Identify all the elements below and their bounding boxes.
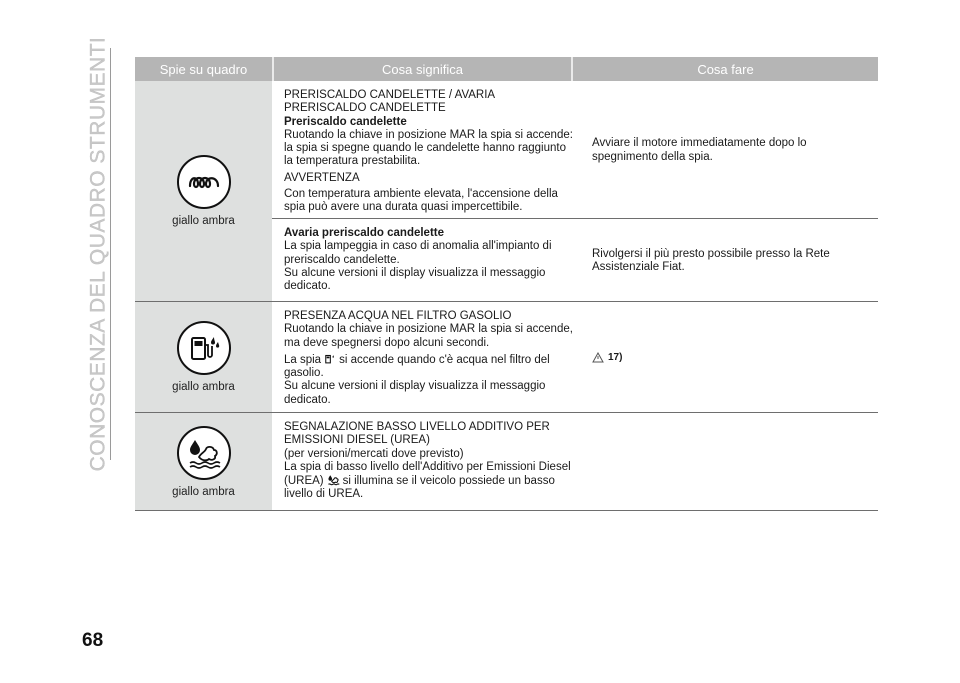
side-divider xyxy=(110,48,111,460)
icon-color-label: giallo ambra xyxy=(172,215,235,227)
table-row xyxy=(135,81,878,302)
meaning-heading: Preriscaldo candelette xyxy=(284,115,407,128)
todo-cell: Rivolgersi il più presto possibile presso la Rete Assistenziale Fiat. xyxy=(592,247,830,273)
meaning-text: La spia di basso livello dell'Additivo per Emissioni Diesel (UREA) si illumina se il veicolo possiede un basso livello di UREA. xyxy=(284,460,571,501)
warning-triangle-icon xyxy=(592,352,604,363)
todo-cell xyxy=(580,302,878,412)
meaning-cell xyxy=(272,413,580,510)
icon-cell xyxy=(135,81,272,301)
table-row xyxy=(135,302,878,413)
meaning-title: PRERISCALDO CANDELETTE xyxy=(284,102,446,115)
water-in-fuel-icon xyxy=(324,353,336,365)
sub-row xyxy=(272,302,878,412)
meaning-cell xyxy=(272,81,580,218)
icon-cell xyxy=(135,413,272,510)
header-fare: Cosa fare xyxy=(573,57,878,81)
meaning-title: PRESENZA ACQUA NEL FILTRO GASOLIO xyxy=(284,310,512,322)
meaning-text: (per versioni/mercati dove previsto) xyxy=(284,447,464,460)
side-section-title: CONOSCENZA DEL QUADRO STRUMENTI xyxy=(86,36,110,472)
low-adblue-icon xyxy=(327,474,340,486)
meaning-heading: Avaria preriscaldo candelette xyxy=(284,227,445,239)
glow-plug-icon xyxy=(177,155,231,209)
warning-reference: 17) xyxy=(592,351,622,364)
table-row xyxy=(135,413,878,511)
page-number: 68 xyxy=(82,630,104,651)
sub-row xyxy=(272,413,878,510)
sub-row xyxy=(272,81,878,218)
table-header xyxy=(135,57,878,81)
header-significa: Cosa significa xyxy=(274,57,571,81)
meaning-title: SEGNALAZIONE BASSO LIVELLO ADDITIVO PER EMISSIONI DIESEL (UREA) xyxy=(284,421,550,447)
meaning-title: PRERISCALDO CANDELETTE / AVARIA xyxy=(284,89,496,101)
todo-cell xyxy=(580,413,878,510)
warning-lights-table xyxy=(135,57,878,511)
meaning-text: Ruotando la chiave in posizione MAR la spia si accende: la spia si spegne quando le candelette hanno raggiunto la temperatura prestabilita. xyxy=(284,128,573,168)
meaning-text: La spia si accende quando c'è acqua nel filtro del gasolio. xyxy=(284,353,550,380)
meaning-text: Ruotando la chiave in posizione MAR la spia si accende, ma deve spegnersi dopo alcuni secondi. xyxy=(284,323,573,349)
meaning-cell xyxy=(272,302,580,412)
low-adblue-icon xyxy=(177,426,231,480)
meaning-text: La spia lampeggia in caso di anomalia all'impianto di preriscaldo candelette. xyxy=(284,240,552,266)
water-in-fuel-icon xyxy=(177,321,231,375)
sub-row xyxy=(272,218,878,301)
icon-cell xyxy=(135,302,272,412)
icon-color-label: giallo ambra xyxy=(172,485,235,498)
todo-cell: Avviare il motore immediatamente dopo lo spegnimento della spia. xyxy=(592,137,807,163)
meaning-warning-label: AVVERTENZA xyxy=(284,171,360,184)
meaning-text: Su alcune versioni il display visualizza il messaggio dedicato. xyxy=(284,380,546,406)
header-spie: Spie su quadro xyxy=(135,57,272,81)
meaning-text: Con temperatura ambiente elevata, l'accensione della spia può avere una durata quasi impercettibile. xyxy=(284,188,558,214)
meaning-text: Su alcune versioni il display visualizza il messaggio dedicato. xyxy=(284,266,546,293)
meaning-cell xyxy=(272,219,580,301)
icon-color-label: giallo ambra xyxy=(172,381,235,393)
